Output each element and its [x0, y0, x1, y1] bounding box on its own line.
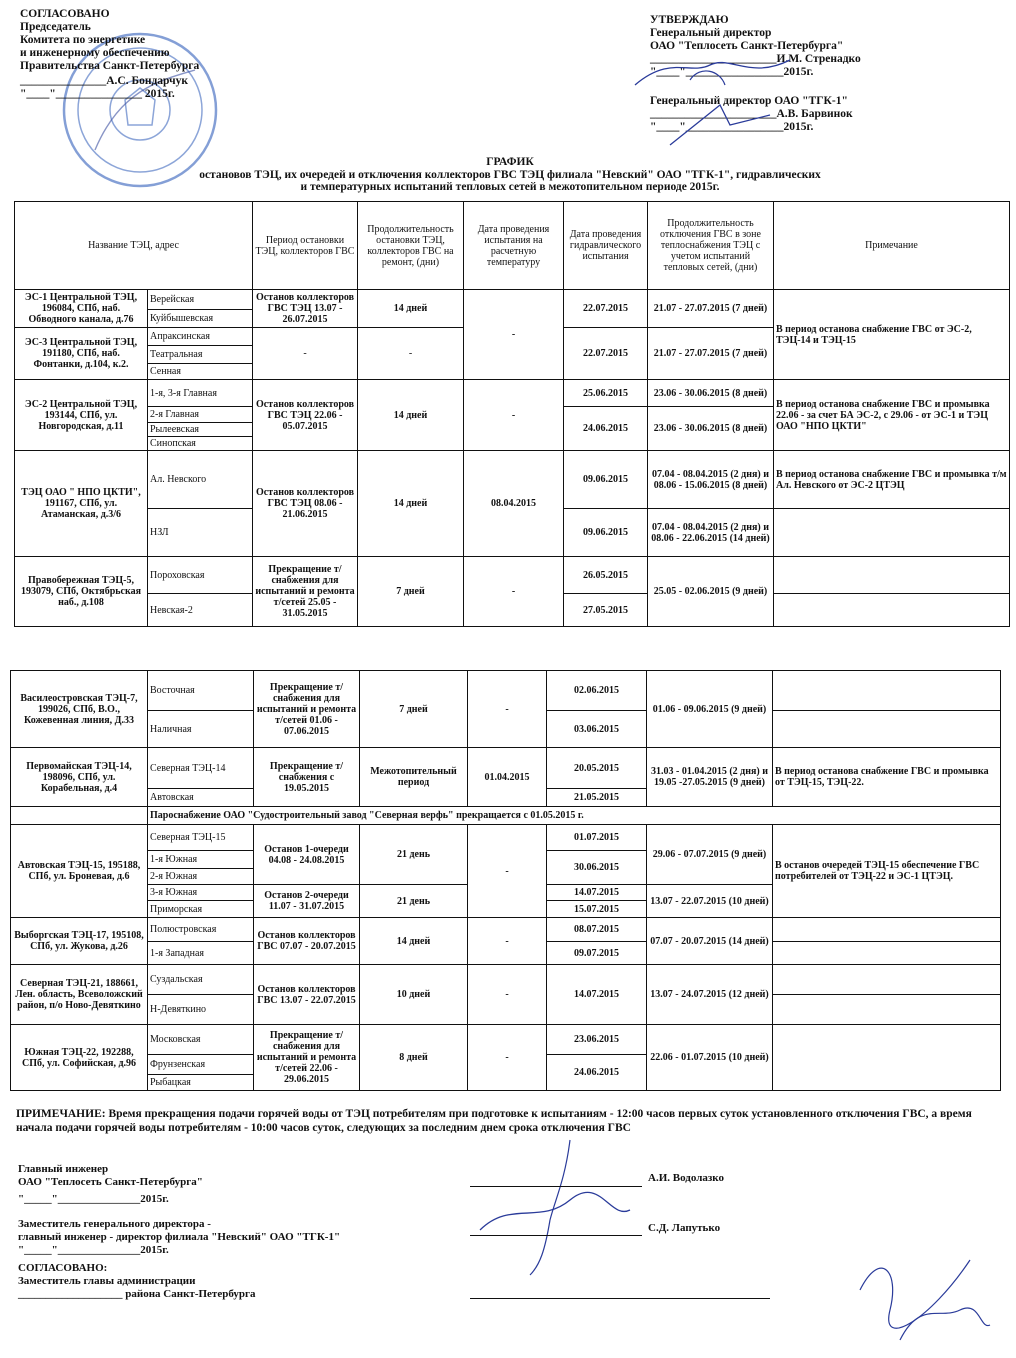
- off-duration: 13.07 - 24.07.2015 (12 дней): [647, 965, 773, 1025]
- row-note-empty: [773, 711, 1001, 748]
- steam-supply-note: Пароснабжение ОАО "Судостроительный завод "Северная верфь" прекращается с 01.05.2015 г.: [148, 807, 1001, 825]
- stop-duration: 14 дней: [358, 290, 464, 328]
- hydro-test-date: 27.05.2015: [564, 594, 648, 627]
- row-note-empty: [773, 671, 1001, 711]
- row-note-empty: [773, 965, 1001, 995]
- stop-period: Прекращение т/снабжения для испытаний и ремонта т/сетей 22.06 - 29.06.2015: [254, 1025, 360, 1091]
- collector-name: 3-я Южная: [148, 885, 254, 901]
- deputy-director-title: Заместитель генерального директора -: [18, 1218, 211, 1230]
- collector-name: Восточная: [148, 671, 254, 711]
- hydro-test-date: 15.07.2015: [547, 901, 647, 918]
- stop-duration: -: [358, 328, 464, 380]
- document-title: [130, 156, 890, 194]
- agreement-title: СОГЛАСОВАНО:: [18, 1262, 108, 1274]
- approval-right-line: Генеральный директор: [650, 27, 772, 39]
- header-duration: Продолжительность остановки ТЭЦ, коллекторов ГВС на ремонт, (дни): [358, 202, 464, 290]
- hydro-test-date: 09.06.2015: [564, 451, 648, 509]
- off-duration: 21.07 - 27.07.2015 (7 дней): [648, 328, 774, 380]
- row-note: В период останова снабжение ГВС от ЭС-2, ТЭЦ-14 и ТЭЦ-15: [774, 290, 1010, 380]
- collector-name: Невская-2: [148, 594, 253, 627]
- collector-name: Апраксинская: [148, 328, 253, 346]
- collector-name: Приморская: [148, 901, 254, 918]
- approval-right-signer: ______________________И.М. Стренадко: [650, 53, 861, 65]
- approval-left-line: Правительства Санкт-Петербурга: [20, 60, 200, 72]
- row-note: В период останова снабжение ГВС и промывка от ТЭЦ-15, ТЭЦ-22.: [773, 748, 1001, 807]
- signature-line: [470, 1235, 642, 1236]
- stop-duration: 8 дней: [360, 1025, 468, 1091]
- title-line: и температурных испытаний тепловых сетей в межотопительном периоде 2015г.: [300, 181, 720, 193]
- stop-period: -: [253, 328, 358, 380]
- hydro-test-date: 03.06.2015: [547, 711, 647, 748]
- collector-name: Ал. Невского: [148, 451, 253, 509]
- chief-engineer-title: Главный инженер: [18, 1163, 109, 1175]
- approval-right-line: УТВЕРЖДАЮ: [650, 14, 729, 26]
- signature-drawing: [840, 1230, 1000, 1350]
- collector-name: Рыбацкая: [148, 1075, 254, 1091]
- stop-duration: 7 дней: [358, 557, 464, 627]
- approval-left-block: [20, 8, 199, 101]
- plant-name-empty: [11, 807, 148, 825]
- collector-name: Верейская: [148, 290, 253, 310]
- row-note-empty: [773, 1025, 1001, 1091]
- header-note: Примечание: [774, 202, 1010, 290]
- plant-name: Выборгская ТЭЦ-17, 195108, СПб, ул. Жукова, д.26: [11, 918, 148, 965]
- chief-engineer-date: "_____"_______________2015г.: [18, 1193, 169, 1205]
- hydro-test-date: 08.07.2015: [547, 918, 647, 942]
- collector-name: Суздальская: [148, 965, 254, 995]
- row-note-empty: [774, 509, 1010, 557]
- signature-line: [470, 1298, 770, 1299]
- approval-left-line: и инженерному обеспечению: [20, 47, 170, 59]
- plant-name: Правобережная ТЭЦ-5, 193079, СПб, Октябрьская наб., д.108: [15, 557, 148, 627]
- plant-name: ЭС-2 Центральной ТЭЦ, 193144, СПб, ул. Новгородская, д.11: [15, 380, 148, 451]
- collector-name: Театральная: [148, 346, 253, 364]
- off-duration: 07.04 - 08.04.2015 (2 дня) и 08.06 - 22.06.2015 (14 дней): [648, 509, 774, 557]
- stop-period: Останов коллекторов ГВС ТЭЦ 08.06 - 21.06.2015: [253, 451, 358, 557]
- plant-name: Василеостровская ТЭЦ-7, 199026, СПб, В.О., Кожевенная линия, Д.33: [11, 671, 148, 748]
- temp-test-date: 08.04.2015: [464, 451, 564, 557]
- title-line: остановов ТЭЦ, их очередей и отключения коллекторов ГВС ТЭЦ филиала "Невский" ОАО "ТГК-1", гидравлических: [199, 168, 821, 181]
- chief-engineer-block: [18, 1163, 203, 1206]
- approval-right-line: ОАО "Теплосеть Санкт-Петербурга": [650, 40, 844, 52]
- stop-duration: 14 дней: [360, 918, 468, 965]
- plant-name: ТЭЦ ОАО " НПО ЦКТИ", 191167, СПб, ул. Атаманская, д.3/6: [15, 451, 148, 557]
- signature-line: [470, 1186, 642, 1187]
- temp-test-date: -: [468, 825, 547, 918]
- hydro-test-date: 14.07.2015: [547, 885, 647, 901]
- stop-duration: 7 дней: [360, 671, 468, 748]
- row-note-empty: [773, 918, 1001, 942]
- agreement-district: ___________________ района Санкт-Петербурга: [18, 1288, 256, 1300]
- off-duration: 07.04 - 08.04.2015 (2 дня) и 08.06 - 15.06.2015 (8 дней): [648, 451, 774, 509]
- header-name: Название ТЭЦ, адрес: [15, 202, 253, 290]
- plant-name: ЭС-1 Центральной ТЭЦ, 196084, СПб, наб. Обводного канала, д.76: [15, 290, 148, 328]
- off-duration: 07.07 - 20.07.2015 (14 дней): [647, 918, 773, 965]
- deputy-director-date: "_____"_______________2015г.: [18, 1244, 169, 1256]
- plant-name: Первомайская ТЭЦ-14, 198096, СПб, ул. Корабельная, д.4: [11, 748, 148, 807]
- header-off-duration: Продолжительность отключения ГВС в зоне теплоснабжения ТЭЦ с учетом испытаний тепловых сетей, (дни): [648, 202, 774, 290]
- off-duration: 31.03 - 01.04.2015 (2 дня) и 19.05 -27.05.2015 (9 дней): [647, 748, 773, 807]
- collector-name: 2-я Южная: [148, 869, 254, 885]
- temp-test-date: -: [468, 965, 547, 1025]
- stop-period: Останов 1-очереди 04.08 - 24.08.2015: [254, 825, 360, 885]
- stop-duration: 21 день: [360, 885, 468, 918]
- hydro-test-date: 30.06.2015: [547, 851, 647, 885]
- collector-name: Фрунзенская: [148, 1055, 254, 1075]
- agreement-role: Заместитель главы администрации: [18, 1275, 196, 1287]
- row-note: В останов очередей ТЭЦ-15 обеспечение ГВС потребителей от ТЭЦ-22 и ЭС-1 ЦТЭЦ.: [773, 825, 1001, 918]
- stop-duration: 14 дней: [358, 451, 464, 557]
- collector-name: Московская: [148, 1025, 254, 1055]
- row-note: В период останова снабжение ГВС и промывка 22.06 - за счет БА ЭС-2, с 29.06 - от ЭС-1 и ТЭЦ ОАО "НПО ЦКТИ": [774, 380, 1010, 451]
- temp-test-date: -: [464, 557, 564, 627]
- stop-period: Останов коллекторов ГВС ТЭЦ 13.07 - 26.07.2015: [253, 290, 358, 328]
- stop-duration: Межотопительный период: [360, 748, 468, 807]
- approval-right-line2: Генеральный директор ОАО "ТГК-1": [650, 95, 848, 107]
- collector-name: Северная ТЭЦ-15: [148, 825, 254, 851]
- row-note-empty: [774, 557, 1010, 594]
- plant-name: Южная ТЭЦ-22, 192288, СПб, ул. Софийская, д.96: [11, 1025, 148, 1091]
- approval-left-line: Комитета по энергетике: [20, 34, 146, 46]
- chief-engineer-org: ОАО "Теплосеть Санкт-Петербурга": [18, 1176, 203, 1188]
- temp-test-date: -: [468, 918, 547, 965]
- row-note: В период останова снабжение ГВС и промывка т/м Ал. Невского от ЭС-2 ЦТЭЦ: [774, 451, 1010, 509]
- temp-test-date: 01.04.2015: [468, 748, 547, 807]
- collector-name: Рылеевская: [148, 423, 253, 437]
- collector-name: Полюстровская: [148, 918, 254, 942]
- hydro-test-date: 01.07.2015: [547, 825, 647, 851]
- collector-name: Пороховская: [148, 557, 253, 594]
- stop-period: Прекращение т/снабжения для испытаний и ремонта т/сетей 01.06 - 07.06.2015: [254, 671, 360, 748]
- row-note-empty: [773, 995, 1001, 1025]
- off-duration: 21.07 - 27.07.2015 (7 дней): [648, 290, 774, 328]
- approval-left-signer: _______________А.С. Бондарчук: [20, 75, 189, 87]
- stop-period: Останов коллекторов ГВС 07.07 - 20.07.2015: [254, 918, 360, 965]
- schedule-table-2: [10, 670, 1001, 1091]
- deputy-director-name: С.Д. Лапутько: [648, 1222, 721, 1234]
- collector-name: Северная ТЭЦ-14: [148, 748, 254, 789]
- hydro-test-date: 14.07.2015: [547, 965, 647, 1025]
- schedule-table-1: [14, 201, 1010, 627]
- collector-name: 1-я Западная: [148, 942, 254, 965]
- footnote: ПРИМЕЧАНИЕ: Время прекращения подачи горячей воды от ТЭЦ потребителям при подготовке к испытаниям - 12:00 часов первых суток установленного отключения ГВС, а время начала подачи горячей воды потребителям - 10:00 часов суток, следующих за последним днем срока отключения ГВС: [16, 1108, 972, 1134]
- stop-period: Останов 2-очереди 11.07 - 31.07.2015: [254, 885, 360, 918]
- approval-right-date2: "____"_________________2015г.: [650, 121, 814, 133]
- approval-right-signer2: ______________________А.В. Барвинок: [650, 108, 853, 120]
- stop-duration: 10 дней: [360, 965, 468, 1025]
- deputy-director-role: главный инженер - директор филиала "Невский" ОАО "ТГК-1": [18, 1231, 341, 1243]
- hydro-test-date: 21.05.2015: [547, 789, 647, 807]
- collector-name: Автовская: [148, 789, 254, 807]
- collector-name: Синопская: [148, 437, 253, 451]
- stop-period: Прекращение т/снабжения с 19.05.2015: [254, 748, 360, 807]
- signature-drawing: [630, 45, 800, 155]
- off-duration: 23.06 - 30.06.2015 (8 дней): [648, 407, 774, 451]
- title-main: ГРАФИК: [486, 156, 534, 168]
- collector-name: 1-я Южная: [148, 851, 254, 869]
- hydro-test-date: 20.05.2015: [547, 748, 647, 789]
- stop-duration: 21 день: [360, 825, 468, 885]
- header-period: Период остановки ТЭЦ, коллекторов ГВС: [253, 202, 358, 290]
- temp-test-date: -: [464, 290, 564, 380]
- approval-right-date: "____"_________________2015г.: [650, 66, 814, 78]
- hydro-test-date: 09.06.2015: [564, 509, 648, 557]
- stop-period: Прекращение т/снабжения для испытаний и ремонта т/сетей 25.05 - 31.05.2015: [253, 557, 358, 627]
- collector-name: 1-я, 3-я Главная: [148, 380, 253, 407]
- hydro-test-date: 23.06.2015: [547, 1025, 647, 1055]
- plant-name: Автовская ТЭЦ-15, 195188, СПб, ул. Броневая, д.6: [11, 825, 148, 918]
- approval-left-date: "____"_______________ 2015г.: [20, 88, 175, 100]
- off-duration: 23.06 - 30.06.2015 (8 дней): [648, 380, 774, 407]
- stop-period: Останов коллекторов ГВС ТЭЦ 22.06 - 05.07.2015: [253, 380, 358, 451]
- off-duration: 22.06 - 01.07.2015 (10 дней): [647, 1025, 773, 1091]
- approval-left-line: Председатель: [20, 21, 91, 33]
- temp-test-date: -: [468, 671, 547, 748]
- hydro-test-date: 22.07.2015: [564, 328, 648, 380]
- row-note-empty: [773, 942, 1001, 965]
- agreement-block: [18, 1262, 256, 1301]
- stop-duration: 14 дней: [358, 380, 464, 451]
- collector-name: Сенная: [148, 364, 253, 380]
- header-temp-test: Дата проведения испытания на расчетную температуру: [464, 202, 564, 290]
- collector-name: Н-Девяткино: [148, 995, 254, 1025]
- hydro-test-date: 09.07.2015: [547, 942, 647, 965]
- signature-drawing: [470, 1130, 640, 1280]
- hydro-test-date: 02.06.2015: [547, 671, 647, 711]
- off-duration: 29.06 - 07.07.2015 (9 дней): [647, 825, 773, 885]
- chief-engineer-name: А.И. Водолазко: [648, 1172, 724, 1184]
- hydro-test-date: 22.07.2015: [564, 290, 648, 328]
- plant-name: Северная ТЭЦ-21, 188661, Лен. область, Всеволожский район, п/о Ново-Девяткино: [11, 965, 148, 1025]
- hydro-test-date: 24.06.2015: [564, 407, 648, 451]
- approval-left-line: СОГЛАСОВАНО: [20, 8, 110, 20]
- collector-name: Наличная: [148, 711, 254, 748]
- temp-test-date: -: [464, 380, 564, 451]
- header-hydro-test: Дата проведения гидравлического испытания: [564, 202, 648, 290]
- off-duration: 13.07 - 22.07.2015 (10 дней): [647, 885, 773, 918]
- collector-name: НЗЛ: [148, 509, 253, 557]
- stop-period: Останов коллекторов ГВС 13.07 - 22.07.2015: [254, 965, 360, 1025]
- off-duration: 01.06 - 09.06.2015 (9 дней): [647, 671, 773, 748]
- collector-name: Куйбышевская: [148, 310, 253, 328]
- off-duration: 25.05 - 02.06.2015 (9 дней): [648, 557, 774, 627]
- temp-test-date: -: [468, 1025, 547, 1091]
- hydro-test-date: 26.05.2015: [564, 557, 648, 594]
- deputy-director-block: [18, 1218, 340, 1257]
- row-note-empty: [774, 594, 1010, 627]
- hydro-test-date: 24.06.2015: [547, 1055, 647, 1091]
- collector-name: 2-я Главная: [148, 407, 253, 423]
- hydro-test-date: 25.06.2015: [564, 380, 648, 407]
- plant-name: ЭС-3 Центральной ТЭЦ, 191180, СПб, наб. Фонтанки, д.104, к.2.: [15, 328, 148, 380]
